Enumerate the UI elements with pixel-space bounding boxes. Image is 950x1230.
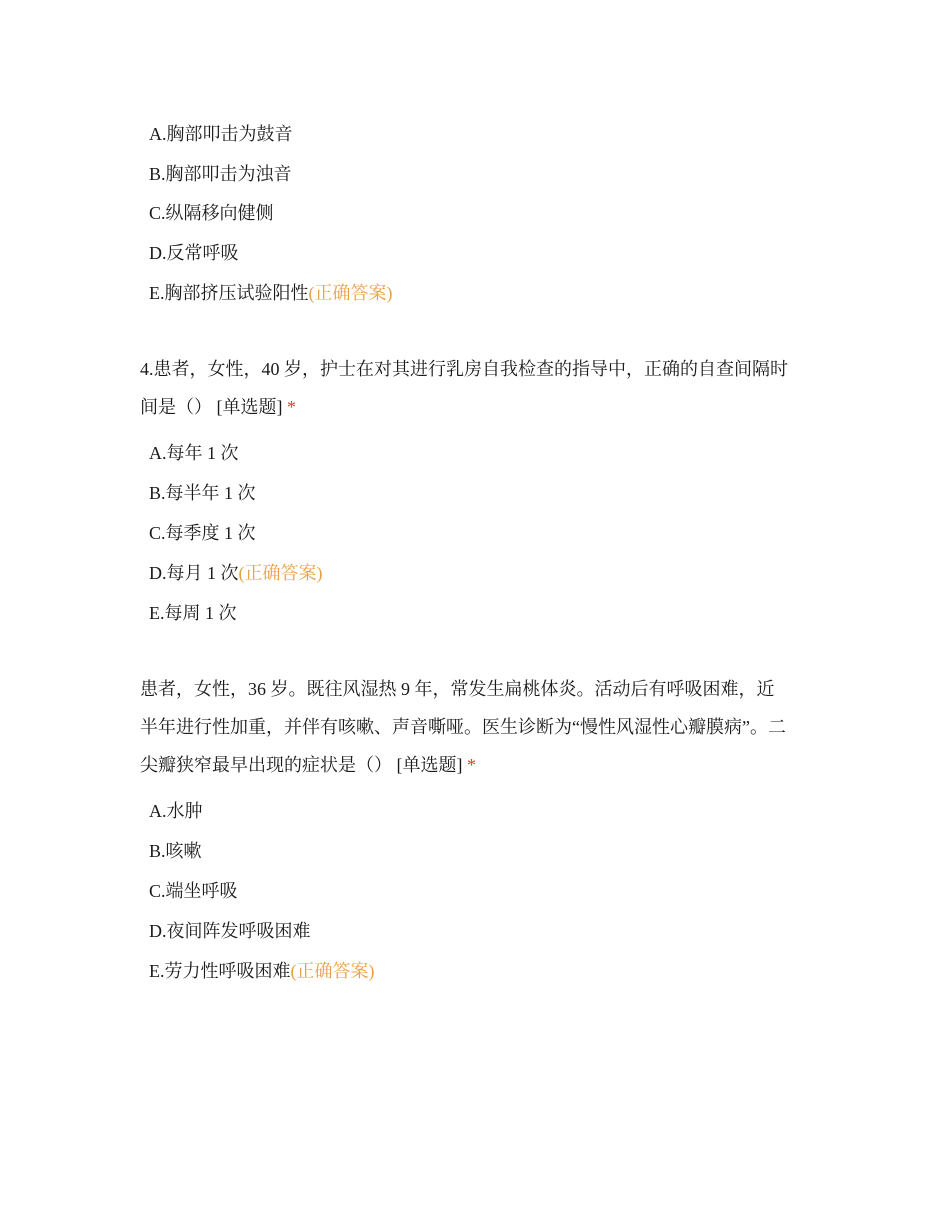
option-text: B.每半年 1 次 xyxy=(149,483,256,503)
option-text: C.纵隔移向健侧 xyxy=(149,203,274,223)
correct-answer-tag: (正确答案) xyxy=(290,961,375,981)
option-text: D.反常呼吸 xyxy=(149,243,239,263)
option-b[interactable] xyxy=(149,481,256,505)
option-e[interactable] xyxy=(149,601,237,625)
option-e[interactable] xyxy=(149,281,393,305)
option-b[interactable] xyxy=(149,839,202,863)
required-mark: * xyxy=(467,755,476,775)
question-4-text xyxy=(140,350,820,426)
option-c[interactable] xyxy=(149,201,274,225)
required-mark: * xyxy=(287,397,296,417)
option-text: C.端坐呼吸 xyxy=(149,881,238,901)
option-text: D.夜间阵发呼吸困难 xyxy=(149,921,311,941)
question-type-label: [单选题] xyxy=(396,755,463,775)
correct-answer-tag: (正确答案) xyxy=(238,563,323,583)
question-line xyxy=(140,388,820,426)
option-text: B.咳嗽 xyxy=(149,841,202,861)
option-c[interactable] xyxy=(149,521,256,545)
question-type-label: [单选题] xyxy=(216,397,283,417)
option-d[interactable] xyxy=(149,561,323,585)
option-text: E.劳力性呼吸困难 xyxy=(149,961,291,981)
option-e[interactable] xyxy=(149,959,375,983)
question-line: 患者，女性，36 岁。既往风湿热 9 年，常发生扁桃体炎。活动后有呼吸困难，近 xyxy=(140,679,775,699)
option-text: E.胸部挤压试验阳性 xyxy=(149,283,309,303)
question-5-text xyxy=(140,670,820,784)
question-line-text: 间是（） xyxy=(140,397,212,417)
option-a[interactable] xyxy=(149,122,293,146)
option-text: A.胸部叩击为鼓音 xyxy=(149,124,293,144)
correct-answer-tag: (正确答案) xyxy=(308,283,393,303)
option-text: A.每年 1 次 xyxy=(149,443,239,463)
question-line xyxy=(140,746,820,784)
question-line: 4.患者，女性，40 岁，护士在对其进行乳房自我检查的指导中，正确的自查间隔时 xyxy=(140,359,788,379)
option-text: A.水肿 xyxy=(149,801,203,821)
option-a[interactable] xyxy=(149,441,239,465)
option-c[interactable] xyxy=(149,879,238,903)
option-b[interactable] xyxy=(149,162,292,186)
option-text: C.每季度 1 次 xyxy=(149,523,256,543)
option-text: B.胸部叩击为浊音 xyxy=(149,164,292,184)
question-line-text: 尖瓣狭窄最早出现的症状是（） xyxy=(140,755,392,775)
option-text: D.每月 1 次 xyxy=(149,563,239,583)
option-d[interactable] xyxy=(149,919,311,943)
option-d[interactable] xyxy=(149,241,239,265)
option-text: E.每周 1 次 xyxy=(149,603,237,623)
question-line: 半年进行性加重，并伴有咳嗽、声音嘶哑。医生诊断为“慢性风湿性心瓣膜病”。二 xyxy=(140,717,786,737)
option-a[interactable] xyxy=(149,799,203,823)
